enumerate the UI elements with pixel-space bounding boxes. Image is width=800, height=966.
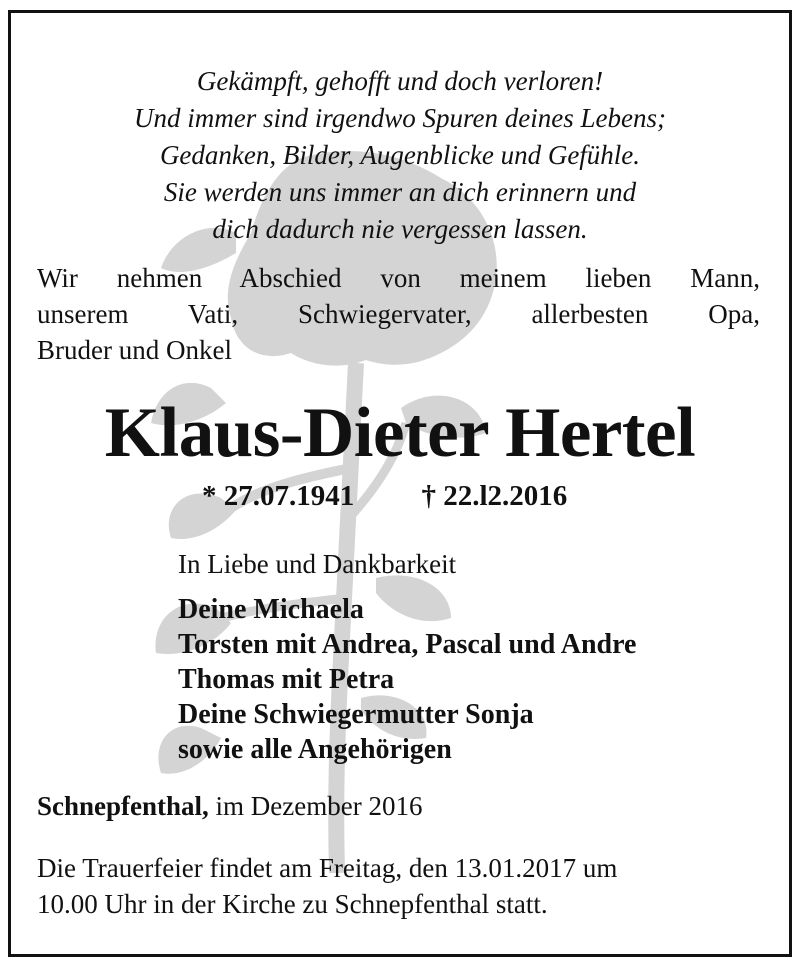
obituary-frame bbox=[8, 10, 792, 957]
poem-line: Gedanken, Bilder, Augenblicke und Gefühle. bbox=[159, 140, 641, 170]
life-dates bbox=[202, 479, 567, 513]
thanks-line: In Liebe und Dankbarkeit bbox=[178, 549, 457, 579]
mourner-line: sowie alle Angehörigen bbox=[178, 734, 452, 765]
poem bbox=[11, 63, 789, 248]
poem-line: Sie werden uns immer an dich erinnern und bbox=[163, 177, 637, 207]
mourners-list bbox=[178, 592, 636, 767]
mourner-line: Deine Michaela bbox=[178, 594, 364, 625]
funeral-line: 10.00 Uhr in der Kirche zu Schnepfenthal statt. bbox=[37, 889, 548, 919]
intro-line: Bruder und Onkel bbox=[37, 335, 232, 365]
funeral-line: Die Trauerfeier findet am Freitag, den 13.01.2017 um bbox=[37, 853, 618, 883]
birth-date: * 27.07.1941 bbox=[202, 480, 355, 512]
mourner-line: Thomas mit Petra bbox=[178, 664, 395, 695]
place-date-line bbox=[37, 789, 422, 823]
intro-line: unserem Vati, Schwiegervater, allerbesten Opa, bbox=[37, 299, 760, 329]
place-date: im Dezember 2016 bbox=[215, 791, 423, 821]
farewell-intro bbox=[37, 260, 760, 368]
deceased-name: Klaus-Dieter Hertel bbox=[104, 394, 696, 472]
poem-line: Gekämpft, gehofft und doch verloren! bbox=[196, 66, 604, 96]
intro-line: Wir nehmen Abschied von meinem lieben Mann, bbox=[37, 263, 760, 293]
poem-line: Und immer sind irgendwo Spuren deines Lebens; bbox=[134, 103, 666, 133]
mourner-line: Torsten mit Andrea, Pascal und Andre bbox=[178, 629, 637, 660]
place-town: Schnepfenthal, bbox=[37, 791, 209, 821]
death-date: † 22.l2.2016 bbox=[421, 480, 568, 512]
poem-line: dich dadurch nie vergessen lassen. bbox=[212, 214, 588, 244]
funeral-notice bbox=[37, 850, 760, 922]
mourner-line: Deine Schwiegermutter Sonja bbox=[178, 699, 534, 730]
